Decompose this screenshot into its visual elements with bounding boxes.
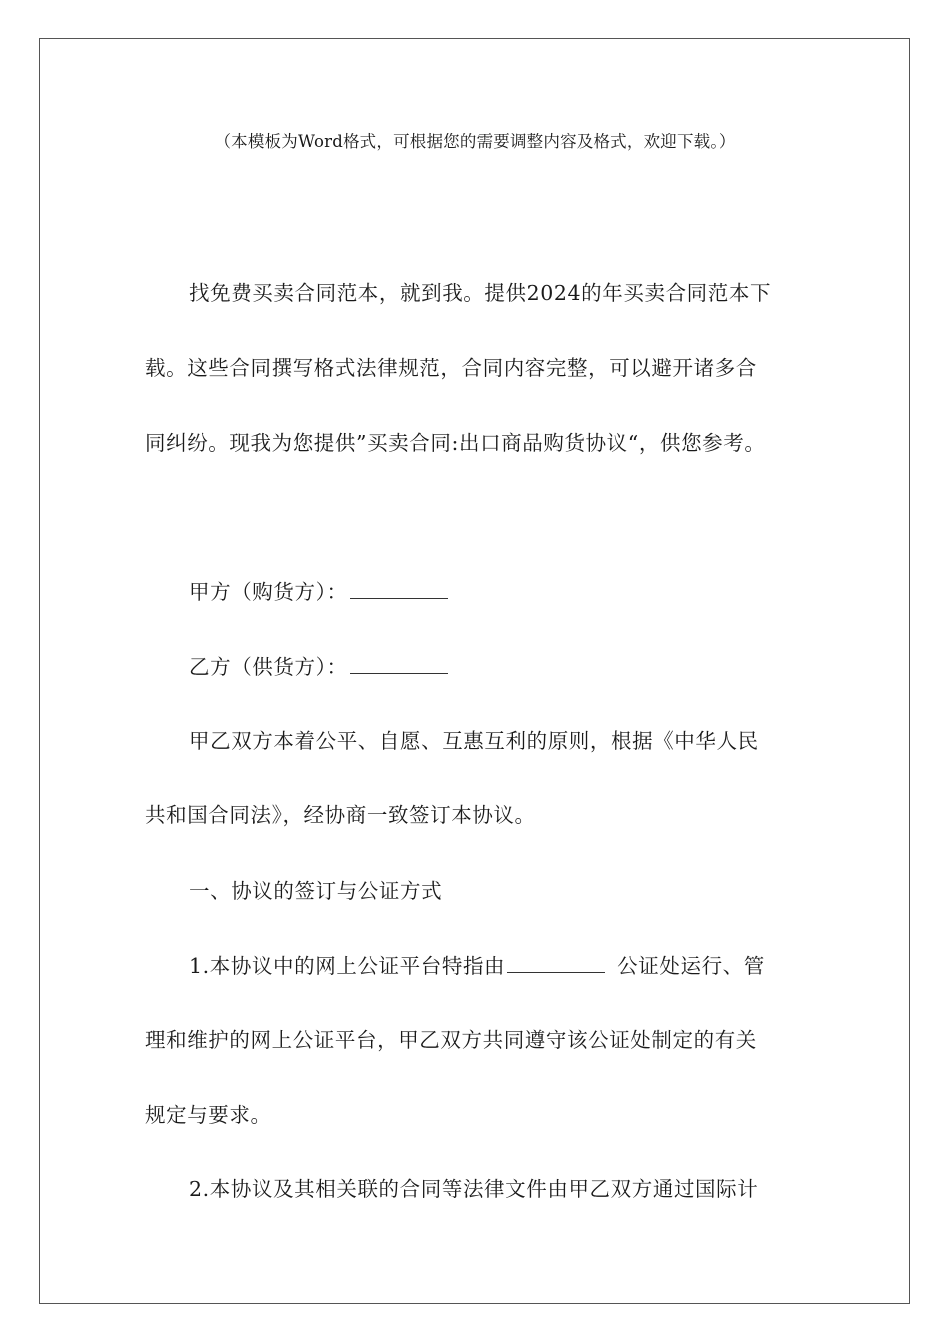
clause-1-part-1: 1.本协议中的网上公证平台特指由 [189, 954, 506, 978]
intro-line-2: 载。这些合同撰写格式法律规范，合同内容完整，可以避开诸多合 [145, 356, 757, 380]
preamble-line-1: 甲乙双方本着公平、自愿、互惠互利的原则，根据《中华人民 [189, 729, 759, 753]
party-a-line [189, 575, 448, 605]
party-a-blank[interactable] [350, 576, 448, 599]
clause-1-line-1 [189, 949, 765, 979]
clause-1-line-2: 理和维护的网上公证平台，甲乙双方共同遵守该公证处制定的有关 [145, 1028, 757, 1052]
party-b-blank[interactable] [350, 651, 448, 674]
clause-1-part-2: 公证处运行、管 [617, 954, 765, 978]
clause-1-line-3: 规定与要求。 [145, 1103, 272, 1127]
section-1-heading: 一、协议的签订与公证方式 [189, 879, 443, 903]
clause-2-line-1: 2.本协议及其相关联的合同等法律文件由甲乙双方通过国际计 [189, 1177, 759, 1201]
party-b-label: 乙方（供货方）： [189, 655, 348, 679]
intro-line-1: 找免费买卖合同范本，就到我。提供2024的年买卖合同范本下 [189, 281, 772, 305]
notary-office-blank[interactable] [507, 950, 605, 973]
party-b-line [189, 650, 448, 680]
template-note: （本模板为Word格式，可根据您的需要调整内容及格式，欢迎下载。） [214, 132, 736, 151]
party-a-label: 甲方（购货方）： [189, 580, 348, 604]
intro-line-3: 同纠纷。现我为您提供”买卖合同:出口商品购货协议“，供您参考。 [145, 431, 766, 455]
preamble-line-2: 共和国合同法》，经协商一致签订本协议。 [145, 803, 536, 827]
